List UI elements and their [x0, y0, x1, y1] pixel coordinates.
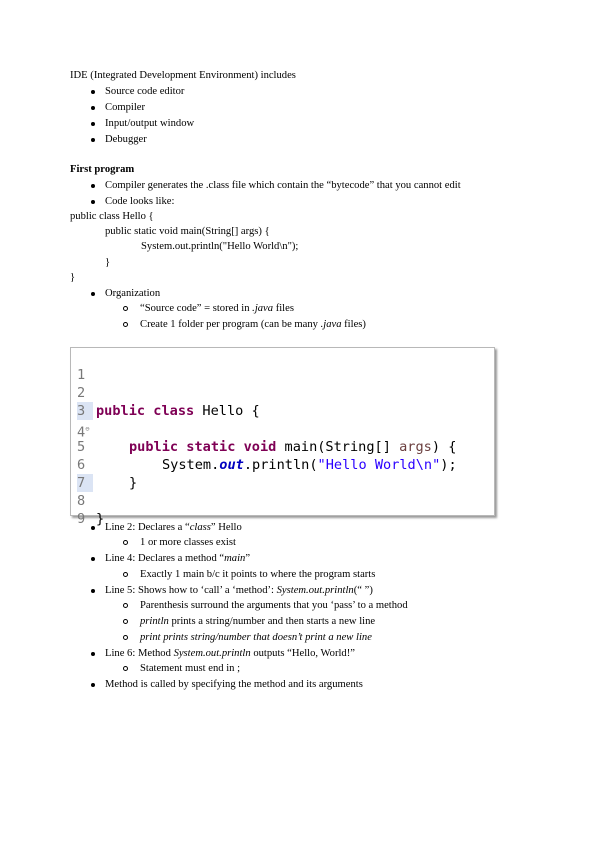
intro-item: Input/output window: [105, 118, 195, 129]
bullet-icon: [91, 106, 95, 110]
code-content: }: [96, 511, 105, 527]
organization-sub: Create 1 folder per program (can be many .java files): [140, 319, 366, 330]
circle-bullet-icon: [123, 635, 128, 640]
line-number: 8: [77, 493, 86, 509]
bullet-icon: [91, 90, 95, 94]
bullet-icon: [91, 292, 95, 296]
bullet-icon: [91, 652, 95, 656]
note-sub: 1 or more classes exist: [140, 537, 236, 548]
bullet-icon: [91, 138, 95, 142]
note-sub: println prints a string/number and then starts a new line: [140, 616, 376, 627]
intro-item: Source code editor: [105, 86, 185, 97]
note-line: Method is called by specifying the method and its arguments: [105, 679, 363, 690]
line-number: 3: [77, 402, 93, 420]
circle-bullet-icon: [123, 540, 128, 545]
intro-item: Compiler: [105, 102, 146, 113]
circle-bullet-icon: [123, 666, 128, 671]
note-line: Line 4: Declares a method “main”: [105, 553, 251, 564]
first-program-bullet: Code looks like:: [105, 196, 175, 207]
code-content: public static void main(String[] args) {: [129, 439, 457, 455]
note-line: Line 5: Shows how to ‘call’ a ‘method’: System.out.println(“ ”): [105, 585, 373, 596]
line-number: 9: [77, 511, 86, 527]
code-line: [71, 474, 494, 527]
bullet-icon: [91, 200, 95, 204]
code-text-line: System.out.println("Hello World\n");: [141, 241, 299, 252]
code-line: [71, 402, 494, 455]
code-text-line: public class Hello {: [70, 211, 154, 222]
intro-item: Debugger: [105, 134, 147, 145]
code-text-line: }: [70, 272, 76, 283]
section-heading: First program: [70, 164, 135, 175]
note-sub: print prints string/number that doesn’t print a new line: [140, 632, 372, 643]
line-number: 1: [77, 367, 86, 383]
fold-icon: ⊖: [85, 425, 90, 433]
first-program-bullet: Compiler generates the .class file which contain the “bytecode” that you cannot edit: [105, 180, 461, 191]
intro-text: IDE (Integrated Development Environment) includes: [70, 70, 296, 81]
line-number: 4⊖: [77, 424, 90, 441]
bullet-icon: [91, 526, 95, 530]
code-line: [71, 456, 494, 491]
circle-bullet-icon: [123, 322, 128, 327]
note-sub: Parenthesis surround the arguments that you ‘pass’ to a method: [140, 600, 408, 611]
circle-bullet-icon: [123, 572, 128, 577]
code-text-line: }: [105, 257, 111, 268]
code-content: System.out.println("Hello World\n");: [162, 457, 457, 473]
line-number: 2: [77, 385, 86, 401]
circle-bullet-icon: [123, 306, 128, 311]
line-number: 6: [77, 457, 86, 473]
code-line: [71, 492, 494, 527]
note-sub: Exactly 1 main b/c it points to where the program starts: [140, 569, 376, 580]
code-text-line: public static void main(String[] args) {: [105, 226, 270, 237]
bullet-icon: [91, 557, 95, 561]
code-screenshot: [70, 347, 495, 527]
organization-sub: “Source code” = stored in .java files: [140, 303, 294, 314]
bullet-icon: [91, 683, 95, 687]
bullet-icon: [91, 589, 95, 593]
code-line: [71, 348, 494, 383]
circle-bullet-icon: [123, 619, 128, 624]
code-line: [71, 366, 494, 419]
circle-bullet-icon: [123, 603, 128, 608]
note-sub: Statement must end in ;: [140, 663, 241, 674]
note-line: Line 2: Declares a “class” Hello: [105, 522, 242, 533]
note-line: Line 6: Method System.out.println outputs “Hello, World!”: [105, 648, 355, 659]
line-number: 5: [77, 439, 86, 455]
bullet-icon: [91, 184, 95, 188]
line-number: 7: [77, 474, 93, 492]
organization-label: Organization: [105, 288, 161, 299]
code-content: }: [129, 475, 138, 491]
bullet-icon: [91, 122, 95, 126]
code-content: public class Hello {: [96, 403, 260, 419]
